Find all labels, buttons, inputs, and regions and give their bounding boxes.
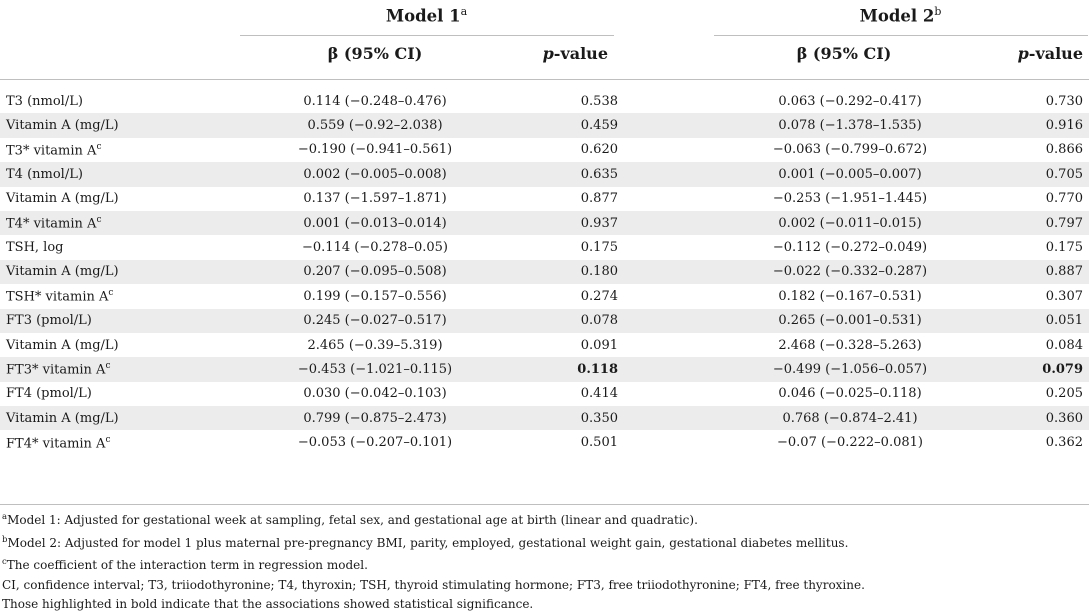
model-header-row [0, 0, 1089, 36]
model2-p-cell [980, 284, 1089, 308]
row-label [0, 406, 240, 430]
column-gap [618, 333, 720, 357]
model2-beta-cell-text: −0.063 (−0.799–0.672) [772, 142, 928, 158]
model1-p-cell-text: 0.620 [580, 142, 618, 158]
model2-beta-cell-text: 0.063 (−0.292–0.417) [778, 93, 922, 109]
model2-beta-cell-text: 2.468 (−0.328–5.263) [778, 337, 922, 353]
column-gap [618, 138, 720, 162]
model1-p-cell [510, 430, 618, 454]
model1-title: Model 1 [385, 6, 461, 26]
header-bottom-rule [0, 79, 1089, 80]
model1-p-cell [510, 260, 618, 284]
row-label-text: FT3* vitamin A [6, 362, 106, 378]
model2-beta-cell [720, 113, 980, 137]
model2-p-cell-text: 0.866 [1045, 142, 1083, 158]
model2-beta-cell [720, 333, 980, 357]
column-gap [618, 406, 720, 430]
model2-beta-cell-text: 0.002 (−0.011–0.015) [778, 215, 922, 231]
row-label [0, 430, 240, 454]
row-label-text: Vitamin A (mg/L) [6, 410, 119, 426]
model1-beta-cell [240, 138, 510, 162]
table-row [0, 382, 1089, 406]
model2-beta-cell-text: 0.046 (−0.025–0.118) [778, 386, 922, 402]
column-gap [618, 235, 720, 259]
model2-footnote-mark: b [934, 5, 942, 18]
model1-p-cell [510, 211, 618, 235]
model2-beta-cell [720, 406, 980, 430]
model2-beta-cell-text: 0.001 (−0.005–0.007) [778, 166, 922, 182]
model2-beta-cell [720, 89, 980, 113]
model2-beta-cell-text: −0.253 (−1.951–1.445) [772, 191, 928, 207]
model1-beta-cell-text: 0.137 (−1.597–1.871) [303, 191, 447, 207]
model2-beta-header: β (95% CI) [796, 44, 892, 63]
p-italic: p [1017, 44, 1029, 63]
table-row [0, 235, 1089, 259]
model1-beta-cell [240, 113, 510, 137]
footnote-line [2, 508, 865, 531]
model1-beta-cell [240, 89, 510, 113]
footnote-text: Model 2: Adjusted for model 1 plus maternal pre-pregnancy BMI, parity, employed, gestational weight gain, gestational diabetes mellitus. [7, 535, 849, 550]
model2-p-cell [980, 113, 1089, 137]
model2-beta-cell [720, 162, 980, 186]
model2-p-cell [980, 162, 1089, 186]
model1-beta-cell [240, 382, 510, 406]
model2-p-cell [980, 89, 1089, 113]
row-label [0, 284, 240, 308]
model1-p-cell-text: 0.877 [580, 191, 618, 207]
model2-p-cell [980, 138, 1089, 162]
model2-beta-cell [720, 284, 980, 308]
model1-footnote-mark: a [460, 5, 468, 18]
model1-p-cell-text: 0.274 [580, 288, 618, 304]
footnote-mark: b [2, 534, 8, 545]
column-gap [618, 260, 720, 284]
model2-p-cell [980, 309, 1089, 333]
footnote-text: Model 1: Adjusted for gestational week at sampling, fetal sex, and gestational age at birth (linear and quadratic). [7, 513, 698, 527]
model2-p-cell [980, 187, 1089, 211]
model1-p-header [480, 44, 608, 63]
model1-beta-cell [240, 235, 510, 259]
row-label [0, 113, 240, 137]
column-gap [618, 284, 720, 308]
row-label-text: FT3 (pmol/L) [6, 313, 92, 329]
model1-beta-cell [240, 284, 510, 308]
table-row [0, 187, 1089, 211]
model1-p-cell-text: 0.180 [580, 264, 618, 280]
footnote-mark: a [2, 512, 8, 522]
table-row [0, 211, 1089, 235]
row-label-text: Vitamin A (mg/L) [6, 118, 119, 134]
model1-p-cell-text: 0.538 [580, 93, 618, 109]
model2-p-cell [980, 260, 1089, 284]
model2-beta-cell [720, 382, 980, 406]
model1-p-cell-text: 0.175 [580, 240, 618, 256]
model2-p-cell-text: 0.079 [1042, 361, 1083, 377]
footnote-mark: c [2, 557, 7, 567]
model2-heading [714, 5, 1087, 26]
model1-p-cell-text: 0.118 [577, 361, 618, 377]
table-row [0, 284, 1089, 308]
row-label [0, 309, 240, 333]
row-label-text: TSH, log [6, 240, 64, 256]
model1-p-cell [510, 357, 618, 381]
footnote-line [2, 595, 865, 615]
row-label [0, 333, 240, 357]
model1-beta-cell [240, 430, 510, 454]
table-row [0, 309, 1089, 333]
model1-beta-cell-text: 0.245 (−0.027–0.517) [303, 313, 447, 329]
footnote-mark: c [96, 141, 102, 152]
model1-p-cell [510, 406, 618, 430]
model1-p-cell-text: 0.501 [580, 435, 618, 451]
row-label-text: TSH* vitamin A [6, 289, 109, 305]
model2-p-cell-text: 0.205 [1045, 386, 1083, 402]
model2-beta-cell [720, 235, 980, 259]
model2-beta-cell [720, 357, 980, 381]
model1-beta-header: β (95% CI) [327, 44, 423, 63]
p-italic: p [542, 44, 554, 63]
column-gap [618, 113, 720, 137]
model1-underline [240, 35, 614, 36]
row-label-text: Vitamin A (mg/L) [6, 191, 119, 207]
model1-p-cell [510, 309, 618, 333]
model2-p-cell-text: 0.307 [1045, 288, 1083, 304]
model1-p-cell-text: 0.091 [580, 337, 618, 353]
row-label-text: FT4* vitamin A [6, 435, 106, 451]
table-row [0, 89, 1089, 113]
model1-beta-cell [240, 406, 510, 430]
row-label [0, 187, 240, 211]
table-row [0, 430, 1089, 454]
footnote-text: CI, confidence interval; T3, triiodothyronine; T4, thyroxin; TSH, thyroid stimulating hormone; FT3, free triiodothyronine; FT4, free thyroxine. [2, 577, 865, 592]
row-label-text: T3 (nmol/L) [6, 93, 83, 109]
model2-p-cell-text: 0.084 [1045, 337, 1083, 353]
model2-p-header [950, 44, 1083, 63]
column-gap [618, 187, 720, 211]
footnote-mark: c [108, 288, 114, 299]
model2-p-cell-text: 0.362 [1045, 435, 1083, 451]
table-row [0, 113, 1089, 137]
model1-beta-cell-text: −0.053 (−0.207–0.101) [297, 435, 453, 451]
model2-p-cell-text: 0.797 [1045, 215, 1083, 231]
model1-beta-cell-text: 0.799 (−0.875–2.473) [303, 410, 447, 426]
table-row [0, 260, 1089, 284]
row-label-text: FT4 (pmol/L) [6, 386, 92, 402]
model2-beta-cell [720, 211, 980, 235]
model1-beta-cell-text: −0.114 (−0.278–0.05) [302, 240, 448, 256]
model2-underline [714, 35, 1088, 36]
model1-p-cell [510, 138, 618, 162]
row-label [0, 138, 240, 162]
model1-p-cell-text: 0.078 [580, 313, 618, 329]
row-label-text: T4 (nmol/L) [6, 166, 83, 182]
p-rest: -value [553, 44, 608, 63]
model1-beta-cell-text: 0.001 (−0.013–0.014) [303, 215, 447, 231]
model2-p-cell [980, 333, 1089, 357]
model1-beta-cell-text: 2.465 (−0.39–5.319) [307, 337, 443, 353]
footnote-line [2, 576, 865, 596]
model2-p-cell-text: 0.887 [1045, 264, 1083, 280]
model2-title: Model 2 [859, 6, 935, 26]
model1-p-cell [510, 113, 618, 137]
model1-p-cell [510, 333, 618, 357]
model2-beta-cell [720, 309, 980, 333]
model1-beta-cell-text: 0.559 (−0.92–2.038) [307, 118, 443, 134]
model1-beta-cell-text: 0.199 (−0.157–0.556) [303, 288, 447, 304]
row-label [0, 89, 240, 113]
footnote-mark: c [105, 434, 111, 445]
footnote-mark: c [105, 361, 111, 372]
model1-beta-cell [240, 357, 510, 381]
model1-beta-cell [240, 260, 510, 284]
model2-beta-cell-text: 0.182 (−0.167–0.531) [778, 288, 922, 304]
model2-p-cell-text: 0.916 [1045, 118, 1083, 134]
footnote-text: The coefficient of the interaction term in regression model. [6, 558, 368, 572]
column-gap [618, 211, 720, 235]
model2-beta-cell [720, 187, 980, 211]
footnote-mark: c [96, 214, 102, 225]
model2-p-cell-text: 0.730 [1045, 93, 1083, 109]
model1-p-cell-text: 0.937 [580, 215, 618, 231]
model2-beta-cell [720, 430, 980, 454]
model1-beta-cell [240, 309, 510, 333]
model2-beta-cell-text: −0.07 (−0.222–0.081) [777, 435, 923, 451]
table-row [0, 333, 1089, 357]
model2-p-cell [980, 406, 1089, 430]
row-label [0, 382, 240, 406]
row-label [0, 260, 240, 284]
model1-p-cell-text: 0.350 [580, 410, 618, 426]
model1-p-cell-text: 0.414 [580, 386, 618, 402]
column-gap [618, 89, 720, 113]
model2-p-cell-text: 0.705 [1045, 166, 1083, 182]
row-label-text: Vitamin A (mg/L) [6, 337, 119, 353]
row-label-text: Vitamin A (mg/L) [6, 264, 119, 280]
model1-beta-cell-text: 0.114 (−0.248–0.476) [303, 93, 447, 109]
table-bottom-rule [0, 504, 1089, 505]
model2-beta-cell [720, 138, 980, 162]
model1-beta-cell-text: 0.002 (−0.005–0.008) [303, 166, 447, 182]
footnote-text: Those highlighted in bold indicate that the associations showed statistical significance. [2, 597, 534, 611]
footnote-line [2, 553, 865, 576]
model1-beta-cell [240, 211, 510, 235]
column-gap [618, 309, 720, 333]
row-label [0, 235, 240, 259]
model2-beta-cell-text: 0.768 (−0.874–2.41) [782, 410, 918, 426]
model1-p-cell-text: 0.459 [580, 118, 618, 134]
column-gap [618, 162, 720, 186]
table-row [0, 357, 1089, 381]
model1-beta-cell-text: 0.030 (−0.042–0.103) [303, 386, 447, 402]
model1-beta-cell-text: −0.453 (−1.021–0.115) [297, 361, 453, 377]
model1-beta-cell-text: 0.207 (−0.095–0.508) [303, 264, 447, 280]
model2-p-cell-text: 0.051 [1045, 313, 1083, 329]
model2-beta-cell-text: −0.112 (−0.272–0.049) [772, 240, 928, 256]
model1-p-cell [510, 89, 618, 113]
model1-p-cell [510, 284, 618, 308]
row-label-text: T3* vitamin A [6, 143, 97, 159]
footnotes [2, 508, 865, 615]
model1-beta-cell-text: −0.190 (−0.941–0.561) [297, 142, 453, 158]
column-gap [618, 430, 720, 454]
row-label [0, 357, 240, 381]
model1-beta-cell [240, 162, 510, 186]
table-row [0, 406, 1089, 430]
model2-p-cell [980, 430, 1089, 454]
column-gap [618, 357, 720, 381]
model2-beta-cell-text: 0.265 (−0.001–0.531) [778, 313, 922, 329]
model2-beta-cell-text: 0.078 (−1.378–1.535) [778, 118, 922, 134]
model1-p-cell [510, 162, 618, 186]
model1-heading [240, 5, 613, 26]
row-label-text: T4* vitamin A [6, 216, 97, 232]
model1-p-cell-text: 0.635 [580, 166, 618, 182]
model1-beta-cell [240, 333, 510, 357]
p-rest: -value [1028, 44, 1083, 63]
row-label [0, 162, 240, 186]
model2-p-cell [980, 382, 1089, 406]
model1-p-cell [510, 187, 618, 211]
model2-p-cell [980, 235, 1089, 259]
model1-p-cell [510, 382, 618, 406]
model2-beta-cell-text: −0.022 (−0.332–0.287) [772, 264, 928, 280]
row-label [0, 211, 240, 235]
table-row [0, 162, 1089, 186]
column-gap [618, 382, 720, 406]
model2-beta-cell [720, 260, 980, 284]
table-row [0, 138, 1089, 162]
model1-beta-cell [240, 187, 510, 211]
model2-p-cell [980, 357, 1089, 381]
model1-p-cell [510, 235, 618, 259]
footnote-line [2, 531, 865, 554]
model2-p-cell [980, 211, 1089, 235]
model2-p-cell-text: 0.770 [1045, 191, 1083, 207]
data-table [0, 89, 1089, 455]
model2-beta-cell-text: −0.499 (−1.056–0.057) [772, 361, 928, 377]
model2-p-cell-text: 0.360 [1045, 410, 1083, 426]
model2-p-cell-text: 0.175 [1045, 240, 1083, 256]
